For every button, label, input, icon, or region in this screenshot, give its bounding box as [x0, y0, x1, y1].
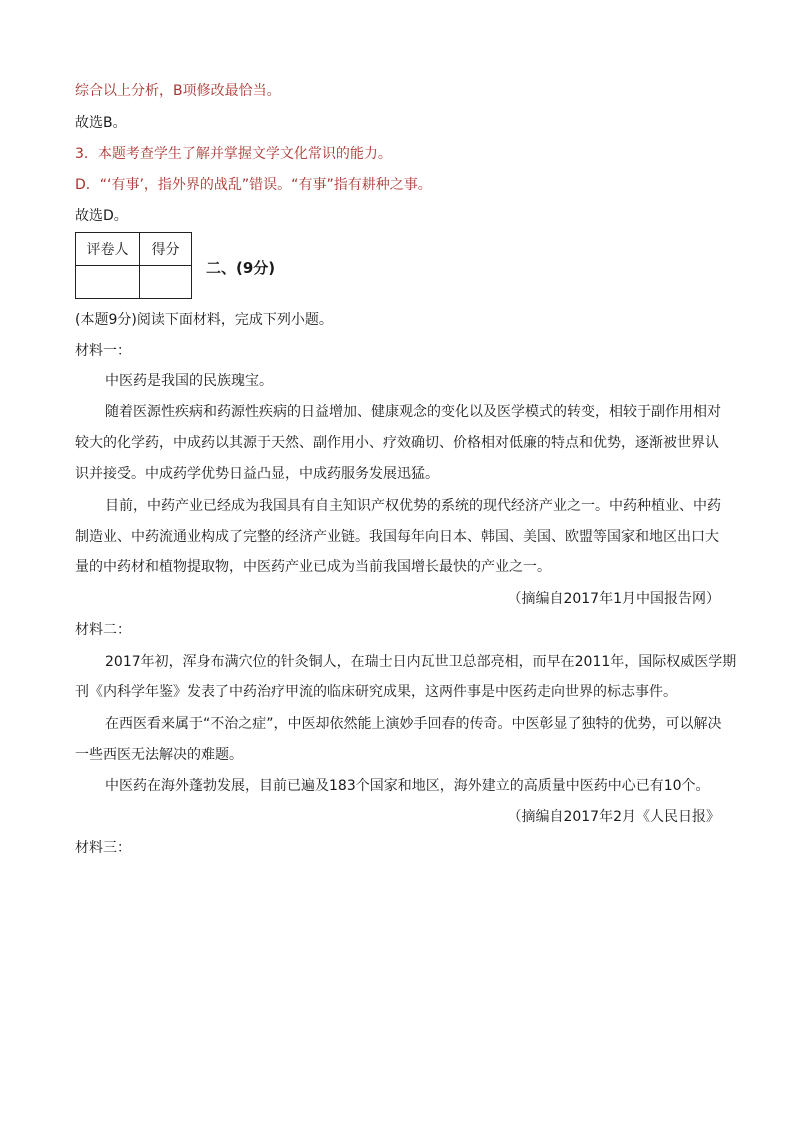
material1-paragraph: 中医药是我国的民族瑰宝。: [105, 373, 273, 389]
answer-line-4: D．“‘有事’，指外界的战乱”错误。“有事”指有耕种之事。: [75, 177, 432, 193]
material2-paragraph: 中医药在海外蓬勃发展，目前已遍及183个国家和地区，海外建立的高质量中医药中心已有10个。: [105, 778, 710, 794]
material2-paragraph: 2017年初，浑身布满穴位的针灸铜人，在瑞士日内瓦世卫总部亮相，而早在2011年，国际权威医学期: [105, 654, 737, 670]
material2-label: 材料二：: [75, 622, 131, 638]
material2-paragraph: 刊《内科学年鉴》发表了中药治疗甲流的临床研究成果，这两件事是中医药走向世界的标志事件。: [75, 684, 677, 700]
answer-line-5: 故选D。: [75, 208, 128, 224]
material1-paragraph: 量的中药材和植物提取物，中医药产业已成为当前我国增长最快的产业之一。: [75, 559, 551, 575]
answer-line-1: 综合以上分析，B项修改最恰当。: [75, 83, 281, 99]
material2-source: （摘编自2017年2月《人民日报》: [507, 809, 720, 825]
answer-line-3: 3．本题考查学生了解并掌握文学文化常识的能力。: [75, 146, 392, 162]
score-table: [75, 232, 192, 299]
material1-paragraph: 目前，中药产业已经成为我国具有自主知识产权优势的系统的现代经济产业之一。中药种植业、中药: [105, 498, 721, 514]
material1-paragraph: 随着医源性疾病和药源性疾病的日益增加、健康观念的变化以及医学模式的转变，相较于副作用相对: [105, 404, 721, 420]
material1-paragraph: 较大的化学药，中成药以其源于天然、副作用小、疗效确切、价格相对低廉的特点和优势，逐渐被世界认: [75, 435, 719, 451]
material3-label: 材料三：: [75, 840, 131, 856]
grader-cell: [76, 266, 140, 299]
material1-paragraph: 识并接受。中成药学优势日益凸显，中成药服务发展迅猛。: [75, 466, 439, 482]
section-title: 二、(9分): [206, 259, 276, 277]
score-cell: [140, 266, 192, 299]
material1-paragraph: 制造业、中药流通业构成了完整的经济产业链。我国每年向日本、韩国、美国、欧盟等国家和地区出口大: [75, 529, 719, 545]
material1-label: 材料一：: [75, 343, 131, 359]
answer-line-2: 故选B。: [75, 115, 127, 131]
material1-source: （摘编自2017年1月中国报告网）: [507, 591, 720, 607]
section-intro: (本题9分)阅读下面材料，完成下列小题。: [75, 312, 333, 328]
score-header: 得分: [140, 233, 192, 266]
grader-header: 评卷人: [76, 233, 140, 266]
material2-paragraph: 在西医看来属于“不治之症”，中医却依然能上演妙手回春的传奇。中医彰显了独特的优势，可以解决: [105, 716, 722, 732]
material2-paragraph: 一些西医无法解决的难题。: [75, 747, 243, 763]
